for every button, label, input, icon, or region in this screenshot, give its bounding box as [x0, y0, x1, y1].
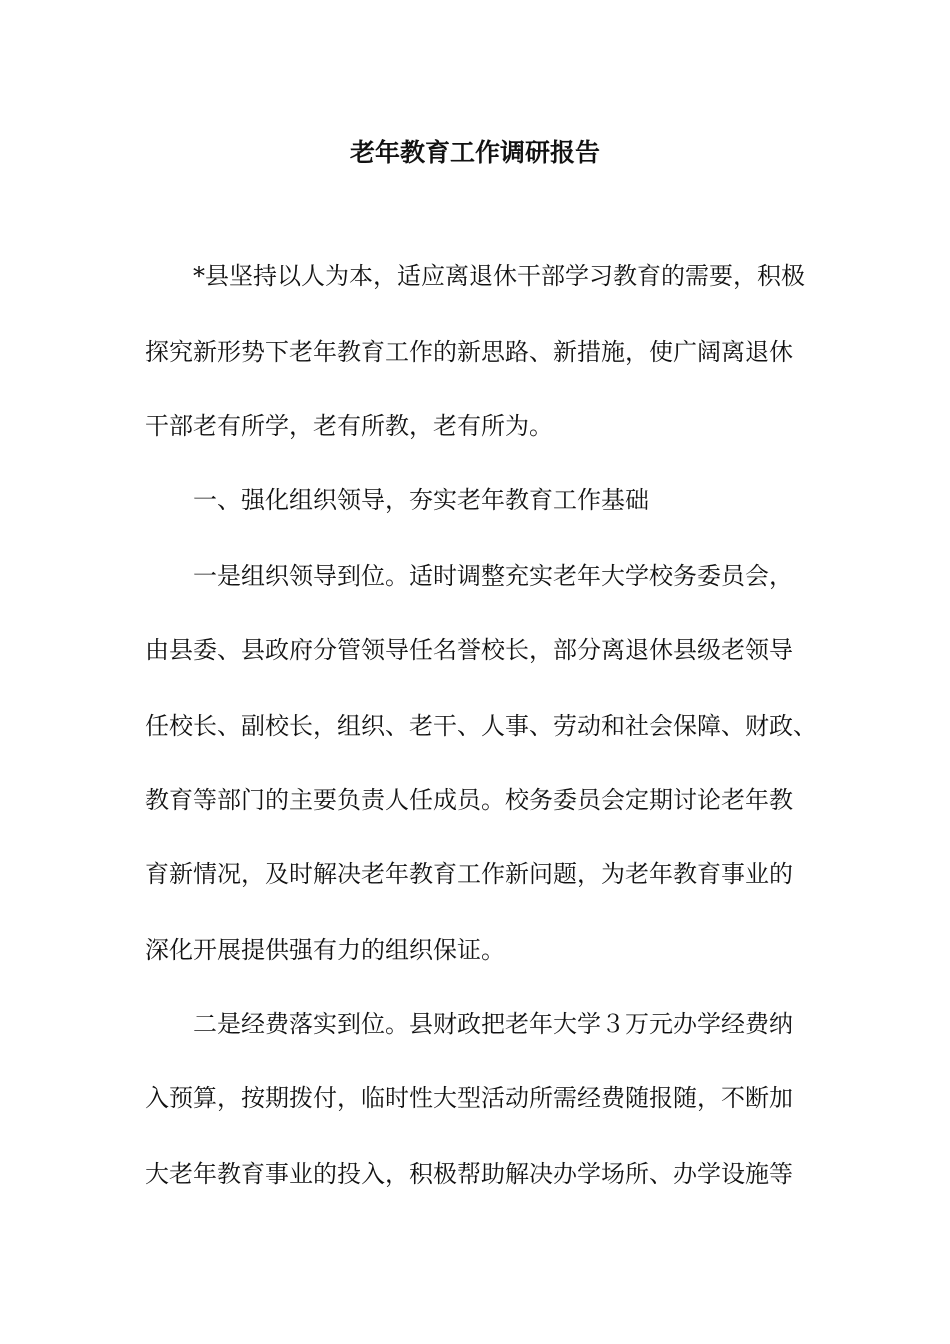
- paragraph-line-7: 任校长、副校长，组织、老干、人事、劳动和社会保障、财政、: [145, 712, 817, 740]
- paragraph-line-13: 大老年教育事业的投入，积极帮助解决办学场所、办学设施等: [145, 1160, 793, 1188]
- paragraph-line-2: 探究新形势下老年教育工作的新思路、新措施，使广阔离退休: [145, 338, 793, 366]
- paragraph-line-11: 二是经费落实到位。县财政把老年大学３万元办学经费纳: [193, 1010, 793, 1038]
- section-heading-1: 一、强化组织领导，夯实老年教育工作基础: [193, 486, 649, 514]
- paragraph-line-6: 由县委、县政府分管领导任名誉校长，部分离退休县级老领导: [145, 636, 793, 664]
- paragraph-line-12: 入预算，按期拨付，临时性大型活动所需经费随报随，不断加: [145, 1084, 793, 1112]
- document-title: 老年教育工作调研报告: [349, 138, 600, 167]
- paragraph-line-10: 深化开展提供强有力的组织保证。: [145, 936, 505, 964]
- paragraph-line-8: 教育等部门的主要负责人任成员。校务委员会定期讨论老年教: [145, 786, 793, 814]
- paragraph-line-1: *县坚持以人为本，适应离退休干部学习教育的需要，积极: [193, 262, 805, 290]
- paragraph-line-9: 育新情况，及时解决老年教育工作新问题，为老年教育事业的: [145, 860, 793, 888]
- paragraph-line-3: 干部老有所学，老有所教，老有所为。: [145, 412, 553, 440]
- paragraph-line-5: 一是组织领导到位。适时调整充实老年大学校务委员会，: [193, 562, 793, 590]
